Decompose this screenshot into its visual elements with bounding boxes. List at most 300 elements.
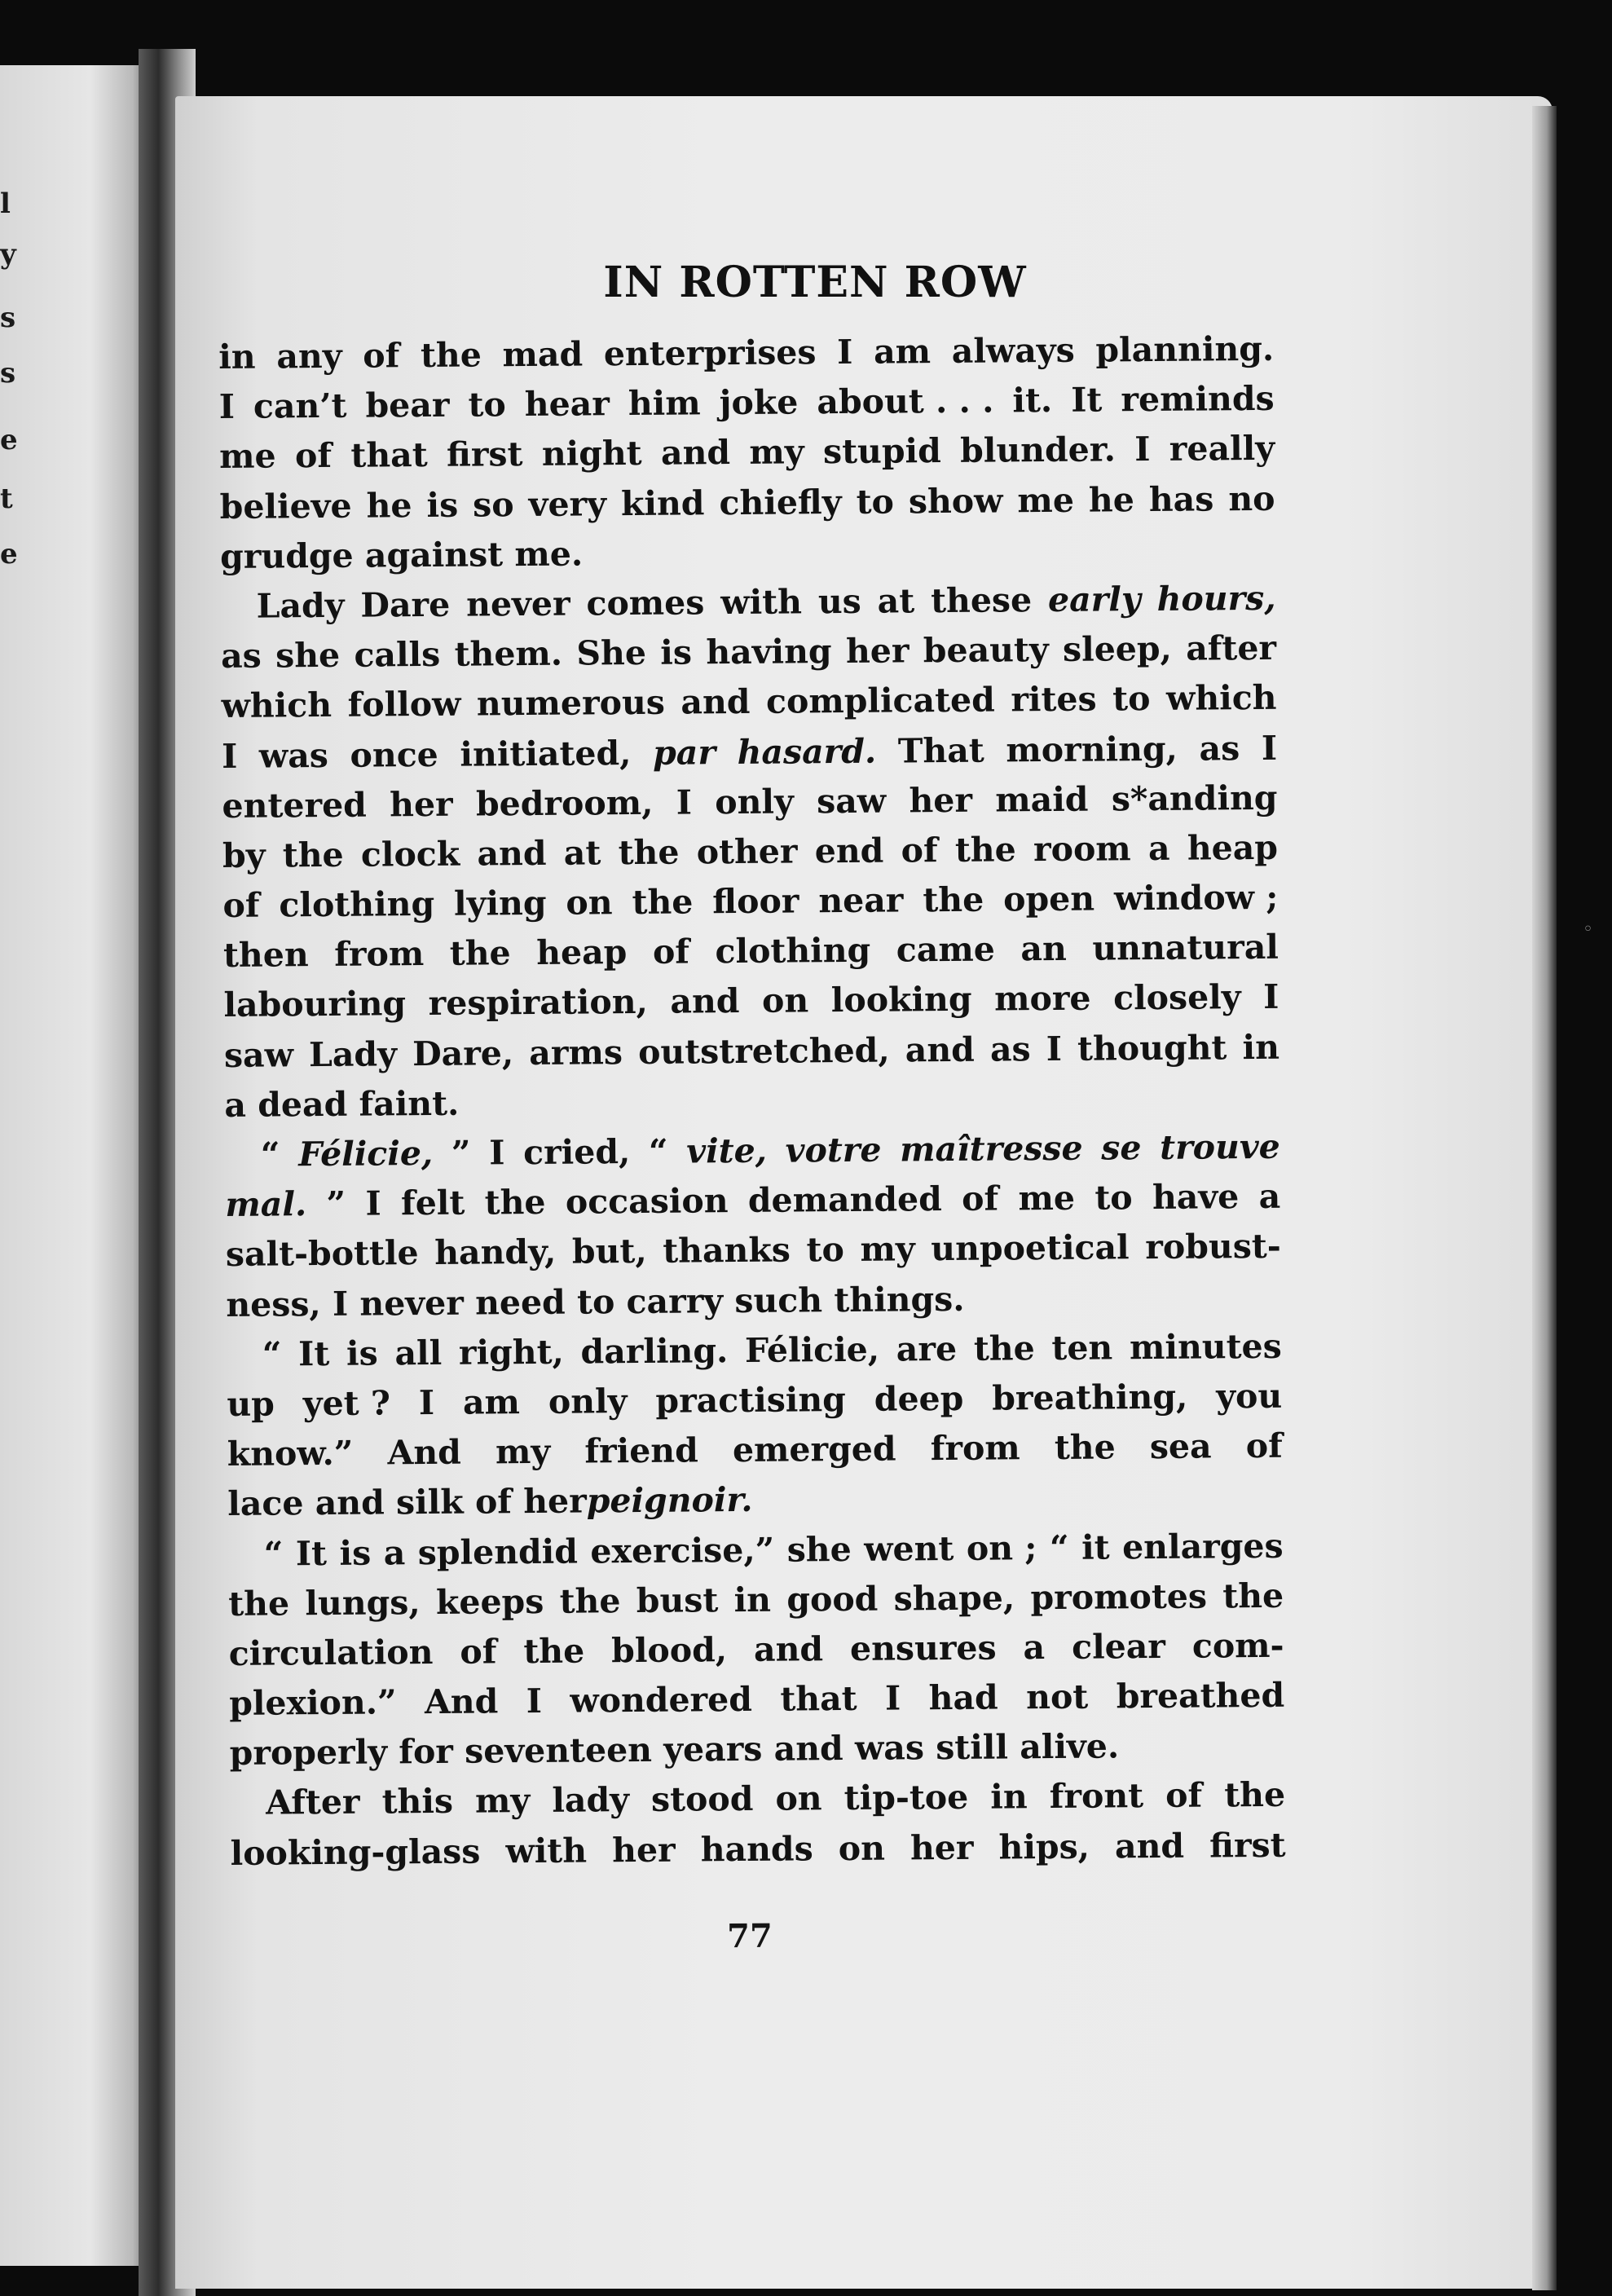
word: ” bbox=[451, 1133, 471, 1173]
word: all bbox=[394, 1333, 443, 1373]
word: heap bbox=[536, 932, 628, 973]
word: is bbox=[346, 1333, 378, 1373]
word: properly for seventeen years and was still alive. bbox=[229, 1726, 1120, 1774]
word: peignoir. bbox=[586, 1480, 753, 1521]
word: wondered bbox=[570, 1679, 753, 1721]
word: after bbox=[1186, 628, 1277, 668]
text-line bbox=[227, 1322, 1282, 1380]
word: her bbox=[389, 784, 453, 825]
word: yet ? bbox=[302, 1383, 391, 1424]
word: outstretched, bbox=[637, 1030, 890, 1072]
word: I bbox=[1262, 977, 1279, 1017]
word: of bbox=[1245, 1426, 1283, 1466]
word: occasion bbox=[565, 1181, 729, 1222]
word: is bbox=[339, 1533, 372, 1573]
word: lying bbox=[453, 883, 547, 923]
word: Félicie, bbox=[298, 1133, 434, 1174]
word: of bbox=[294, 436, 333, 476]
word: once bbox=[350, 734, 438, 775]
word: the bbox=[523, 1631, 585, 1671]
word: me bbox=[1018, 1178, 1076, 1219]
word: I bbox=[418, 1382, 435, 1423]
word: unnatural bbox=[1092, 928, 1279, 968]
text-line bbox=[230, 1820, 1285, 1878]
facing-page-letter-fragment: e bbox=[0, 424, 18, 456]
word: circulation bbox=[228, 1632, 434, 1673]
word: I bbox=[526, 1681, 543, 1721]
word: mal. bbox=[225, 1184, 307, 1225]
word: so bbox=[473, 484, 514, 525]
word: the bbox=[420, 335, 482, 376]
word: hasard. bbox=[737, 731, 877, 772]
word: always bbox=[951, 330, 1075, 371]
word: trouve bbox=[1159, 1126, 1280, 1167]
word: lace and silk of her bbox=[227, 1481, 587, 1524]
word: sea bbox=[1149, 1426, 1212, 1467]
word: and bbox=[670, 981, 740, 1022]
running-head: IN ROTTEN ROW bbox=[603, 258, 1027, 307]
word: thanks bbox=[663, 1230, 791, 1271]
word: bear bbox=[365, 385, 450, 425]
word: and bbox=[1114, 1826, 1185, 1866]
text-line bbox=[228, 1521, 1284, 1579]
word: this bbox=[381, 1782, 454, 1822]
word: had bbox=[928, 1677, 998, 1718]
word: tip-toe bbox=[843, 1778, 969, 1818]
text-line bbox=[221, 624, 1276, 681]
word: the bbox=[228, 1584, 290, 1624]
word: on bbox=[761, 981, 809, 1021]
text-line bbox=[223, 923, 1279, 981]
word: a dead faint. bbox=[224, 1083, 460, 1125]
word: in bbox=[990, 1777, 1028, 1818]
word: enterprises bbox=[603, 333, 817, 374]
word: are bbox=[896, 1329, 958, 1369]
word: show bbox=[908, 481, 1003, 521]
word: about . . . bbox=[817, 381, 994, 422]
word: beauty bbox=[923, 630, 1049, 671]
word: I bbox=[489, 1133, 505, 1173]
text-line bbox=[225, 1172, 1280, 1230]
word: of bbox=[460, 1632, 497, 1672]
word: her bbox=[845, 631, 910, 672]
word: believe bbox=[219, 486, 352, 527]
word: darling. bbox=[580, 1330, 729, 1372]
word: the bbox=[973, 1328, 1035, 1368]
word: up bbox=[227, 1384, 275, 1424]
word: arms bbox=[529, 1032, 623, 1073]
word: these bbox=[930, 580, 1033, 621]
word: lungs, bbox=[305, 1582, 421, 1623]
word: Lady bbox=[308, 1033, 398, 1074]
word: ” bbox=[326, 1183, 346, 1224]
facing-page-letter-fragment: y bbox=[0, 238, 16, 271]
word: as bbox=[989, 1029, 1031, 1069]
word: more bbox=[993, 979, 1091, 1019]
word: blunder. bbox=[959, 430, 1117, 471]
text-line bbox=[228, 1621, 1284, 1679]
word: by bbox=[222, 835, 266, 875]
text-line bbox=[227, 1471, 1283, 1529]
word: the bbox=[632, 882, 694, 923]
word: window ; bbox=[1113, 877, 1279, 919]
word: morning, bbox=[1006, 729, 1178, 769]
word: clothing bbox=[279, 884, 435, 925]
scan-speck: ◦ bbox=[1583, 919, 1593, 940]
word: hips, bbox=[998, 1827, 1090, 1867]
word: chiefly bbox=[719, 482, 842, 522]
word: enlarges bbox=[1121, 1526, 1284, 1567]
text-line bbox=[228, 1571, 1284, 1628]
text-line bbox=[219, 424, 1275, 482]
word: them. bbox=[454, 633, 563, 674]
word: my bbox=[474, 1781, 531, 1822]
word: my bbox=[749, 432, 804, 473]
word: floor bbox=[712, 881, 799, 922]
word: that bbox=[780, 1678, 857, 1719]
word: went bbox=[864, 1528, 954, 1569]
word: can’t bbox=[253, 386, 347, 426]
facing-page-letter-fragment: t bbox=[0, 483, 13, 515]
word: am bbox=[873, 332, 932, 372]
word: minutes bbox=[1129, 1326, 1282, 1368]
word: at bbox=[563, 833, 601, 873]
facing-page-letter-fragment: e bbox=[0, 538, 18, 571]
word: no bbox=[1228, 478, 1275, 518]
word: with bbox=[505, 1831, 588, 1871]
word: Félicie, bbox=[744, 1329, 880, 1370]
facing-page-letter-fragment: l bbox=[0, 187, 11, 220]
word: with bbox=[720, 582, 803, 623]
word: he bbox=[1088, 479, 1135, 520]
word: planning. bbox=[1095, 328, 1275, 370]
word: on bbox=[566, 883, 613, 923]
word: my bbox=[495, 1431, 551, 1472]
word: to bbox=[1112, 679, 1151, 719]
word: lady bbox=[552, 1780, 630, 1821]
word: am bbox=[462, 1382, 521, 1422]
word: I bbox=[676, 782, 693, 822]
word: her bbox=[909, 780, 973, 821]
word: I bbox=[218, 387, 236, 427]
word: sleep, bbox=[1062, 628, 1173, 669]
word: it bbox=[1081, 1527, 1110, 1567]
word: in bbox=[218, 337, 256, 377]
word: not bbox=[1025, 1677, 1089, 1717]
word: he bbox=[366, 485, 412, 526]
text-line bbox=[227, 1372, 1282, 1430]
text-line bbox=[222, 823, 1278, 881]
word: of bbox=[363, 336, 400, 376]
word: and bbox=[477, 833, 547, 874]
word: exercise,” bbox=[590, 1530, 775, 1571]
text-line bbox=[222, 723, 1277, 781]
word: my bbox=[860, 1229, 915, 1270]
word: it. bbox=[1012, 381, 1053, 421]
word: clear bbox=[1071, 1626, 1166, 1667]
word: hours, bbox=[1156, 578, 1276, 619]
word: good bbox=[786, 1579, 879, 1620]
word: reminds bbox=[1121, 379, 1275, 420]
word: maîtresse bbox=[899, 1128, 1083, 1170]
word: That bbox=[897, 730, 984, 770]
word: robust- bbox=[1145, 1227, 1281, 1267]
word: splendid bbox=[417, 1531, 579, 1572]
text-line bbox=[222, 773, 1277, 831]
facing-page-letter-fragment: s bbox=[0, 357, 16, 390]
word: I bbox=[837, 332, 853, 372]
word: Dare bbox=[360, 584, 451, 625]
word: closely bbox=[1112, 977, 1241, 1018]
word: and bbox=[905, 1029, 975, 1070]
word: the bbox=[1224, 1775, 1286, 1815]
word: to bbox=[468, 385, 506, 425]
word: was bbox=[258, 735, 329, 776]
word: having bbox=[706, 632, 832, 672]
word: Lady bbox=[256, 585, 345, 626]
word: which bbox=[221, 685, 333, 726]
word: the bbox=[449, 933, 511, 974]
text-line bbox=[225, 1122, 1280, 1180]
word: to bbox=[856, 482, 895, 522]
word: breathed bbox=[1116, 1675, 1285, 1716]
text-line bbox=[226, 1222, 1281, 1280]
word: early bbox=[1047, 580, 1141, 619]
word: practising bbox=[655, 1379, 847, 1421]
word: keeps bbox=[435, 1581, 544, 1622]
word: know.” bbox=[227, 1433, 354, 1474]
word: a bbox=[1023, 1627, 1046, 1668]
word: right, bbox=[458, 1332, 565, 1373]
word: first bbox=[1209, 1825, 1286, 1866]
word: she bbox=[275, 635, 341, 676]
text-line bbox=[229, 1721, 1284, 1778]
word: And bbox=[424, 1681, 499, 1722]
word: I bbox=[365, 1183, 381, 1223]
word: breathing, bbox=[992, 1377, 1188, 1418]
word: par bbox=[652, 732, 716, 773]
word: joke bbox=[719, 382, 799, 423]
word: blood, bbox=[610, 1630, 728, 1671]
word: the bbox=[484, 1183, 546, 1223]
word: which bbox=[1165, 678, 1277, 719]
word: the bbox=[282, 835, 344, 875]
word: votre bbox=[785, 1130, 882, 1170]
word: near bbox=[818, 880, 904, 921]
word: respiration, bbox=[428, 982, 648, 1024]
word: from bbox=[930, 1428, 1020, 1469]
word: It bbox=[295, 1533, 328, 1573]
word: any bbox=[276, 336, 342, 377]
word: ness, I never need to carry such things. bbox=[226, 1279, 965, 1324]
word: a bbox=[1147, 828, 1170, 868]
word: in bbox=[1242, 1027, 1280, 1067]
word: of bbox=[1165, 1776, 1203, 1816]
word: at bbox=[877, 581, 915, 621]
word: the bbox=[1054, 1427, 1116, 1468]
word: looking-glass bbox=[230, 1831, 481, 1873]
word: looking bbox=[830, 980, 972, 1020]
word: an bbox=[1020, 929, 1067, 969]
text-line bbox=[219, 474, 1275, 531]
word: of bbox=[652, 932, 690, 972]
text-line bbox=[220, 574, 1275, 632]
word: of bbox=[222, 885, 260, 926]
word: as bbox=[1199, 728, 1240, 769]
word: the bbox=[1222, 1575, 1284, 1616]
word: “ bbox=[648, 1131, 668, 1171]
word: thought bbox=[1077, 1027, 1227, 1069]
word: friend bbox=[584, 1430, 698, 1471]
word: se bbox=[1101, 1128, 1142, 1168]
word: numerous bbox=[476, 683, 666, 724]
word: then bbox=[222, 935, 309, 976]
word: “ bbox=[263, 1533, 284, 1574]
word: bedroom, bbox=[475, 782, 654, 824]
word: I bbox=[1261, 728, 1278, 768]
word: of bbox=[961, 1179, 999, 1219]
word: grudge against me. bbox=[219, 534, 584, 576]
word: follow bbox=[347, 684, 461, 725]
word: complicated bbox=[765, 680, 995, 722]
text-line bbox=[224, 1022, 1279, 1080]
page-edge-shadow bbox=[1532, 106, 1557, 2290]
word: only bbox=[715, 782, 795, 822]
word: end bbox=[814, 831, 884, 871]
text-line bbox=[218, 374, 1274, 432]
word: of bbox=[901, 830, 938, 870]
word: other bbox=[696, 831, 798, 872]
word: It bbox=[1071, 380, 1103, 420]
word: felt bbox=[400, 1183, 465, 1223]
word: and bbox=[680, 682, 751, 722]
word: ensures bbox=[849, 1628, 997, 1668]
word: saw bbox=[816, 781, 887, 821]
word: on bbox=[838, 1828, 886, 1868]
word: a bbox=[1258, 1176, 1281, 1217]
word: the bbox=[954, 830, 1016, 870]
word: “ bbox=[262, 1334, 282, 1374]
word: the bbox=[923, 879, 984, 920]
word: labouring bbox=[223, 984, 407, 1025]
word: came bbox=[896, 929, 996, 970]
word: She bbox=[576, 633, 647, 673]
word: cried, bbox=[522, 1132, 631, 1173]
word: unpoetical bbox=[931, 1227, 1130, 1269]
word: but, bbox=[571, 1232, 647, 1272]
word: you bbox=[1216, 1376, 1283, 1417]
text-line bbox=[226, 1271, 1281, 1329]
page-number: 77 bbox=[726, 1916, 773, 1956]
text-line bbox=[221, 673, 1276, 731]
word: handy, bbox=[434, 1232, 557, 1273]
word: kind bbox=[620, 483, 705, 523]
word: After bbox=[265, 1783, 360, 1823]
text-line bbox=[224, 1073, 1279, 1130]
word: I bbox=[221, 736, 238, 776]
text-line bbox=[222, 873, 1278, 931]
word: promotes bbox=[1030, 1576, 1208, 1617]
word: entered bbox=[222, 785, 368, 826]
word: I bbox=[1046, 1029, 1063, 1069]
word: her bbox=[611, 1830, 676, 1870]
word: maid bbox=[995, 779, 1089, 820]
word: she bbox=[786, 1529, 852, 1570]
word: only bbox=[548, 1382, 628, 1421]
text-line bbox=[229, 1671, 1284, 1729]
word: front bbox=[1049, 1776, 1144, 1817]
word: And bbox=[387, 1432, 462, 1473]
word: is bbox=[426, 485, 459, 525]
text-line bbox=[218, 324, 1274, 382]
word: initiated, bbox=[460, 733, 632, 774]
word: comes bbox=[586, 583, 705, 624]
word: is bbox=[660, 632, 693, 672]
facing-page-letter-fragment: s bbox=[0, 302, 16, 334]
word: mad bbox=[502, 334, 584, 375]
word: very bbox=[528, 483, 607, 524]
word: as bbox=[220, 636, 262, 676]
word: salt-bottle bbox=[225, 1233, 419, 1275]
word: us bbox=[817, 581, 861, 622]
word: the bbox=[559, 1580, 621, 1621]
word: really bbox=[1169, 429, 1275, 469]
word: com- bbox=[1191, 1625, 1284, 1666]
word: hands bbox=[700, 1828, 813, 1870]
word: emerged bbox=[732, 1429, 896, 1470]
word: stupid bbox=[822, 431, 941, 472]
word: a bbox=[383, 1532, 406, 1572]
word: has bbox=[1148, 478, 1214, 519]
word: him bbox=[628, 383, 701, 424]
word: I bbox=[1134, 430, 1151, 469]
word: in bbox=[733, 1580, 772, 1620]
word: s*anding bbox=[1111, 778, 1278, 819]
word: room bbox=[1033, 829, 1131, 870]
word: night bbox=[541, 434, 642, 474]
word: first bbox=[446, 434, 523, 475]
word: bust bbox=[636, 1580, 719, 1620]
word: saw bbox=[223, 1034, 294, 1075]
word: to bbox=[806, 1230, 845, 1270]
word: that bbox=[350, 435, 428, 476]
word: demanded bbox=[747, 1179, 943, 1221]
word: heap bbox=[1187, 827, 1279, 868]
word: her bbox=[910, 1827, 974, 1868]
word: “ bbox=[260, 1135, 280, 1174]
word: plexion.” bbox=[229, 1682, 397, 1724]
word: to bbox=[1094, 1178, 1133, 1218]
word: on ; bbox=[966, 1527, 1037, 1568]
text-line bbox=[220, 524, 1275, 582]
word: It bbox=[297, 1333, 330, 1374]
text-line bbox=[227, 1421, 1283, 1479]
word: I bbox=[884, 1678, 901, 1718]
word: Dare, bbox=[412, 1033, 514, 1073]
word: ten bbox=[1051, 1328, 1113, 1368]
word: and bbox=[660, 433, 731, 474]
word: open bbox=[1002, 879, 1095, 919]
word: calls bbox=[354, 634, 441, 675]
word: have bbox=[1152, 1177, 1240, 1218]
word: hear bbox=[524, 384, 610, 425]
word: deep bbox=[874, 1378, 964, 1419]
word: shape, bbox=[893, 1578, 1015, 1619]
word: me bbox=[219, 436, 276, 477]
facing-page-edge bbox=[0, 65, 151, 2266]
word: the bbox=[618, 832, 680, 873]
text-line bbox=[223, 972, 1279, 1030]
